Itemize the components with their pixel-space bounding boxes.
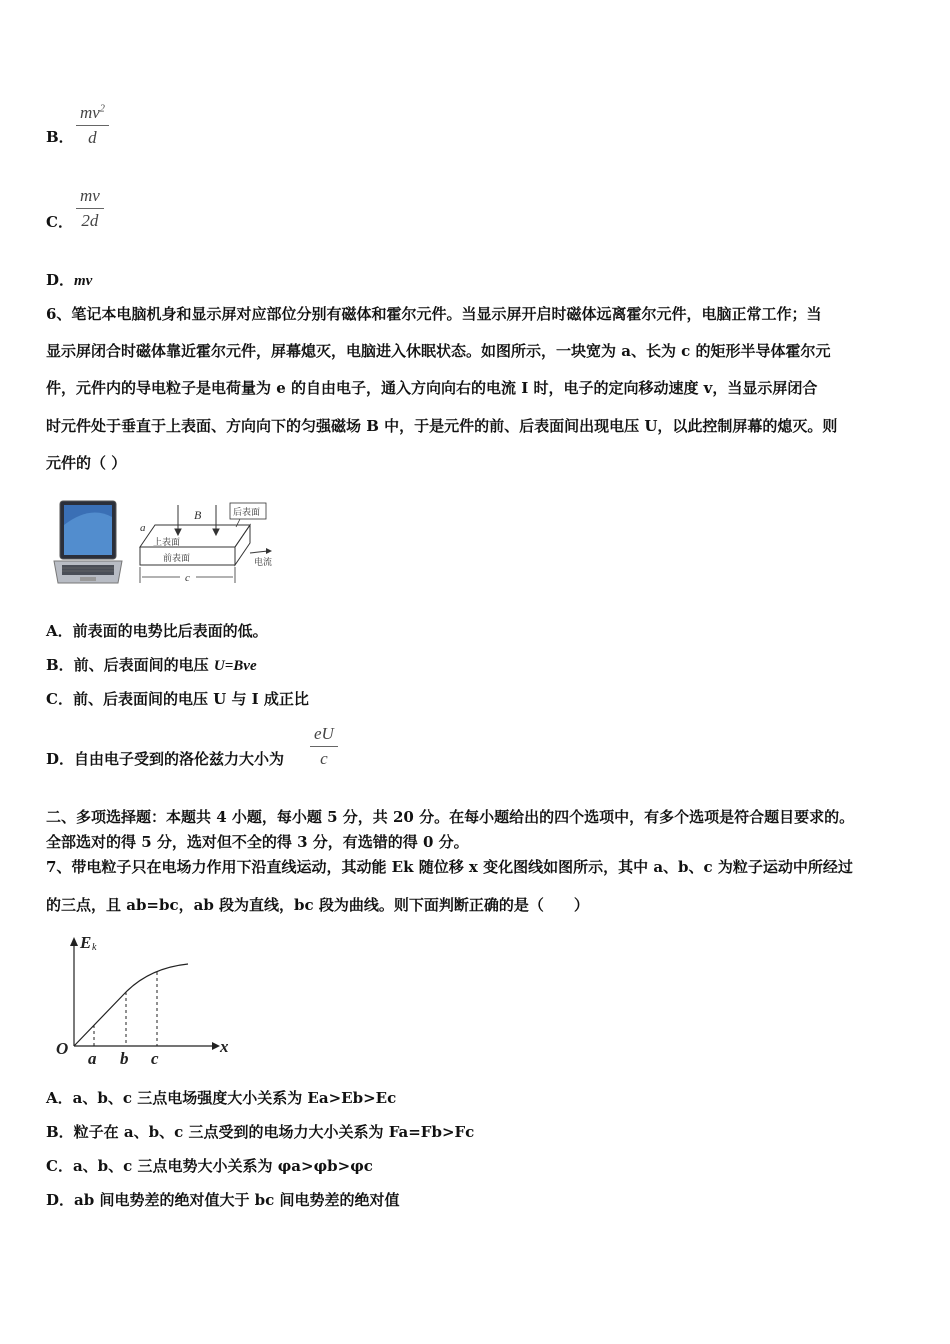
q6-figure [50,495,280,595]
q5-c-numerator: mv [76,186,104,209]
q5-b-numerator: mv [80,103,100,122]
q5-option-c-letter: C． [46,213,73,231]
q6-option-c: C．前、后表面间的电压 U 与 I 成正比 [46,690,309,708]
q5-option-d-letter: D． [46,271,75,289]
q5-option-b [46,128,74,146]
q7-option-a: A．a、b、c 三点电场强度大小关系为 Ea>Eb>Ec [46,1089,397,1107]
q5-b-denominator: d [88,128,97,147]
tick-label-c: c [151,1049,159,1068]
origin-label: O [56,1039,69,1058]
q6-option-d-fraction [310,724,338,769]
q6-d-numerator: eU [310,724,338,747]
q5-option-b-letter: B． [46,128,74,146]
section2-heading-line-2: 全部选对的得 5 分，选对但不全的得 3 分，有选错的得 0 分。 [46,833,469,851]
y-axis-label: E [80,933,92,952]
q6-line-4: 时元件处于垂直于上表面、方向向下的匀强磁场 B 中，于是元件的前、后表面间出现电压 U，以此控制屏幕的熄灭。则 [46,417,838,435]
q7-option-c: C．a、b、c 三点电势大小关系为 φa>φb>φc [46,1157,373,1175]
q7-line-1: 7、带电粒子只在电场力作用下沿直线运动，其动能 Ek 随位移 x 变化图线如图所示，其中 a、b、c 为粒子运动中所经过 [46,858,853,876]
q5-option-d-text: mv [74,273,93,289]
section2-heading-line-1: 二、多项选择题：本题共 4 小题，每小题 5 分，共 20 分。在每小题给出的四个选项中，有多个选项是符合题目要求的。 [46,808,855,826]
q6-figure-label-back: 后表面 [233,508,261,518]
q6-line-3: 件，元件内的导电粒子是电荷量为 e 的自由电子，通入方向向右的电流 I 时，电子的定向移动速度 v，当显示屏闭合 [46,379,818,397]
q5-option-d [46,271,92,290]
q6-figure-label-b: B [194,508,202,522]
q6-figure-label-front: 前表面 [163,554,191,564]
q5-option-b-fraction [76,103,109,148]
q6-line-2: 显示屏闭合时磁体靠近霍尔元件，屏幕熄灭，电脑进入休眠状态。如图所示，一块宽为 a、长为 c 的矩形半导体霍尔元 [46,342,831,360]
q6-figure-label-a: a [140,522,146,534]
q5-option-c-fraction [76,186,104,231]
y-axis-label-sub: k [92,942,97,953]
q6-option-b-formula: U=Bve [213,658,257,674]
q7-option-d: D．ab 间电势差的绝对值大于 bc 间电势差的绝对值 [46,1191,400,1209]
q6-line-5: 元件的（ ） [46,454,127,472]
q7-line-2: 的三点，且 ab=bc，ab 段为直线，bc 段为曲线。则下面判断正确的是（ ） [46,896,589,914]
q6-option-a: A．前表面的电势比后表面的低。 [46,622,268,640]
q6-figure-label-current: 电流 [254,558,273,568]
laptop-illustration [54,501,122,583]
q6-option-b-prefix: B．前、后表面间的电压 [46,656,214,674]
q5-b-exponent: 2 [99,103,105,115]
q7-option-b: B．粒子在 a、b、c 三点受到的电场力大小关系为 Fa=Fb>Fc [46,1123,475,1141]
q6-option-d: D．自由电子受到的洛伦兹力大小为 [46,750,285,768]
laptop-and-hall-element-diagram [50,495,280,595]
q6-d-denominator: c [320,749,328,768]
q5-option-c [46,213,73,231]
tick-label-b: b [120,1049,129,1068]
q6-line-1: 6、笔记本电脑机身和显示屏对应部位分别有磁体和霍尔元件。当显示屏开启时磁体远离霍尔元件，电脑正常工作；当 [46,305,822,323]
q7-ek-x-graph [50,928,240,1070]
q7-graph-svg [50,928,240,1070]
ek-curve [74,964,188,1046]
q5-c-denominator: 2d [81,211,99,230]
q6-option-b [46,656,257,675]
q6-figure-label-top: 上表面 [153,538,181,548]
q6-figure-label-c: c [185,572,190,584]
tick-label-a: a [88,1049,97,1068]
x-axis-label: x [220,1037,229,1056]
